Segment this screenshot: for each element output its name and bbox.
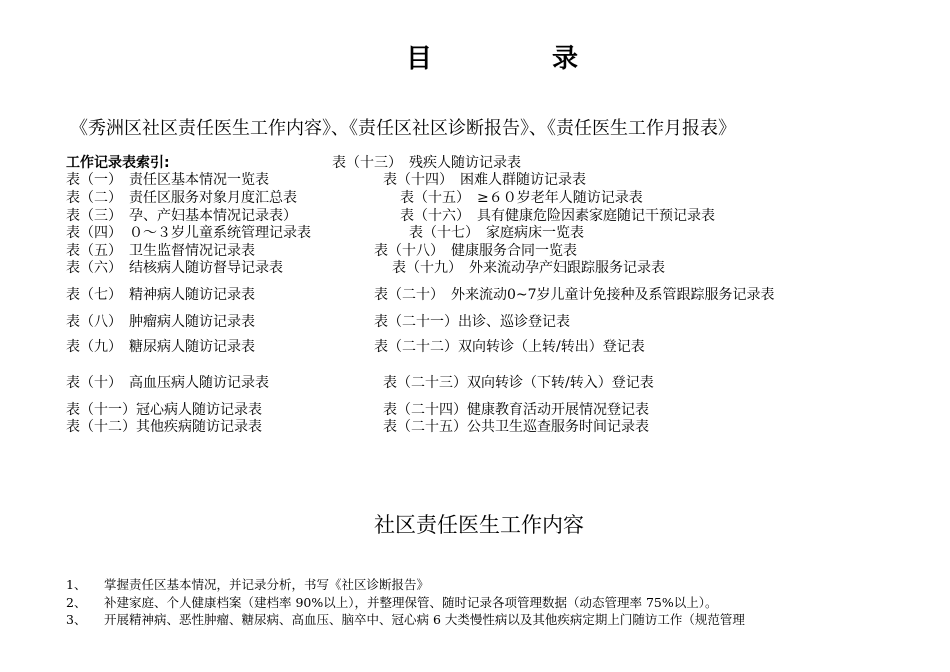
table-index-item: 表（六） 结核病人随访督导记录表 — [66, 260, 283, 276]
table-index-item: 表（十九） 外来流动孕产妇跟踪服务记录表 — [392, 260, 665, 276]
title-left-char: 目 — [406, 44, 433, 74]
table-index-item: 表（二十四）健康教育活动开展情况登记表 — [383, 402, 649, 418]
table-index-item: 表（二） 责任区服务对象月度汇总表 — [66, 190, 297, 206]
table-index-item: 表（四） ０～３岁儿童系统管理记录表 — [66, 225, 311, 241]
item-number: 1、 — [66, 577, 87, 592]
table-index-item: 表（二十） 外来流动0~7岁儿童计免接种及系管跟踪服务记录表 — [374, 287, 775, 303]
table-index-item: 表（十五） ≥６０岁老年人随访记录表 — [400, 190, 643, 206]
table-index-item: 表（九） 糖尿病人随访记录表 — [66, 339, 255, 355]
item-text: 补建家庭、个人健康档案（建档率 90%以上），并整理保管、随时记录各项管理数据（动态管理率 75%以上）。 — [104, 595, 718, 610]
section-title: 社区责任医生工作内容 — [374, 513, 584, 537]
table-index-item: 表（七） 精神病人随访记录表 — [66, 287, 255, 303]
table-index-item: 表（二十一）出诊、巡诊登记表 — [374, 314, 570, 330]
table-index-item: 表（十一）冠心病人随访记录表 — [66, 402, 262, 418]
table-index-item: 表（十四） 困难人群随访记录表 — [383, 172, 586, 188]
item-number: 3、 — [66, 612, 87, 627]
table-index-item: 表（二十二）双向转诊（上转/转出）登记表 — [374, 339, 645, 355]
table-index-item: 表（十二）其他疾病随访记录表 — [66, 419, 262, 435]
item-text: 开展精神病、恶性肿瘤、糖尿病、高血压、脑卒中、冠心病 6 大类慢性病以及其他疾病定期上门随访工作（规范管理 — [104, 612, 745, 627]
title-right-char: 录 — [552, 44, 579, 74]
item-text: 掌握责任区基本情况，并记录分析，书写《社区诊断报告》 — [104, 577, 430, 592]
table-index-item: 表（二十五）公共卫生巡查服务时间记录表 — [383, 419, 649, 435]
document-subtitle: 《秀洲区社区责任医生工作内容》、《责任区社区诊断报告》、《责任医生工作月报表》 — [70, 118, 736, 139]
index-label: 工作记录表索引: — [66, 155, 170, 171]
table-index-item: 表（十三） 残疾人随访记录表 — [332, 155, 521, 171]
table-index-item: 表（二十三）双向转诊（下转/转入）登记表 — [383, 375, 654, 391]
table-index-item: 表（十七） 家庭病床一览表 — [409, 225, 584, 241]
table-index-item: 表（一） 责任区基本情况一览表 — [66, 172, 269, 188]
table-index-item: 表（三） 孕、产妇基本情况记录表） — [66, 208, 297, 224]
table-index-item: 表（十八） 健康服务合同一览表 — [374, 243, 577, 259]
table-index-item: 表（十） 高血压病人随访记录表 — [66, 375, 269, 391]
item-number: 2、 — [66, 595, 87, 610]
table-index-item: 表（十六） 具有健康危险因素家庭随记干预记录表 — [400, 208, 715, 224]
table-index-item: 表（八） 肿瘤病人随访记录表 — [66, 314, 255, 330]
table-index-item: 表（五） 卫生监督情况记录表 — [66, 243, 255, 259]
